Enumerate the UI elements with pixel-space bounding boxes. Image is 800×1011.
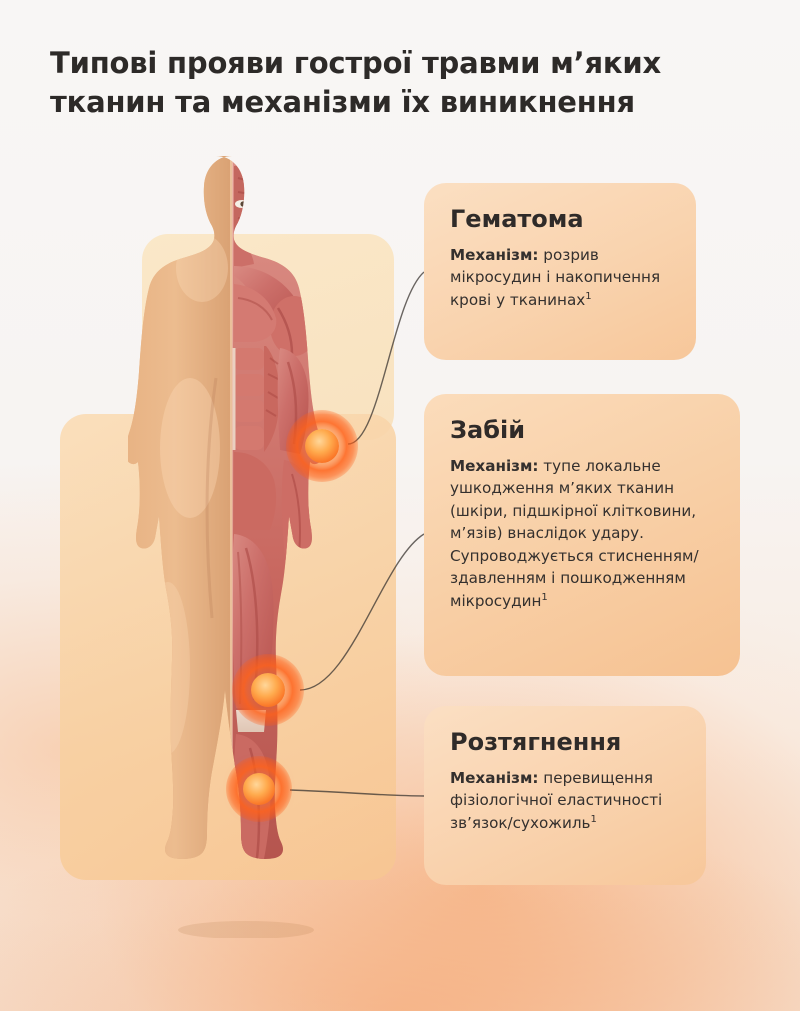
card-heading-roztyagnennya: Розтягнення (450, 728, 622, 756)
mechanism-text: перевищення фізіологічної еластичності зв’язок/сухожиль (450, 768, 663, 832)
card-body-hematoma (450, 244, 670, 312)
footnote-marker: 1 (585, 290, 592, 302)
mechanism-label: Механізм: (450, 456, 539, 475)
info-card-hematoma (424, 183, 696, 360)
card-heading-hematoma: Гематома (450, 205, 584, 233)
footnote-marker: 1 (541, 591, 548, 603)
injury-marker-elbow (286, 410, 358, 482)
card-heading-zabiy: Забій (450, 416, 526, 444)
footnote-marker: 1 (590, 813, 597, 825)
marker-core (243, 773, 275, 805)
injury-marker-ankle (226, 756, 292, 822)
mechanism-label: Механізм: (450, 768, 539, 787)
card-body-zabiy (450, 455, 714, 613)
mechanism-label: Механізм: (450, 245, 539, 264)
mechanism-text: розрив мікросудин і накопичення крові у тканинах (450, 245, 661, 309)
page-title-line-1: Типові прояви гострої травми м’яких (50, 46, 662, 80)
info-card-roztyagnennya (424, 706, 706, 885)
mechanism-text: тупе локальне ушкодження м’яких тканин (шкіри, підшкірної клітковини, м’язів) внаслідок удару. Супроводжується стисненням/здавленням і пошкодженням мікросудин (450, 456, 699, 610)
page-title-line-2: тканин та механізми їх виникнення (50, 84, 635, 119)
card-body-roztyagnennya (450, 767, 680, 835)
injury-marker-knee (232, 654, 304, 726)
page-title (50, 44, 730, 121)
info-card-zabiy (424, 394, 740, 676)
